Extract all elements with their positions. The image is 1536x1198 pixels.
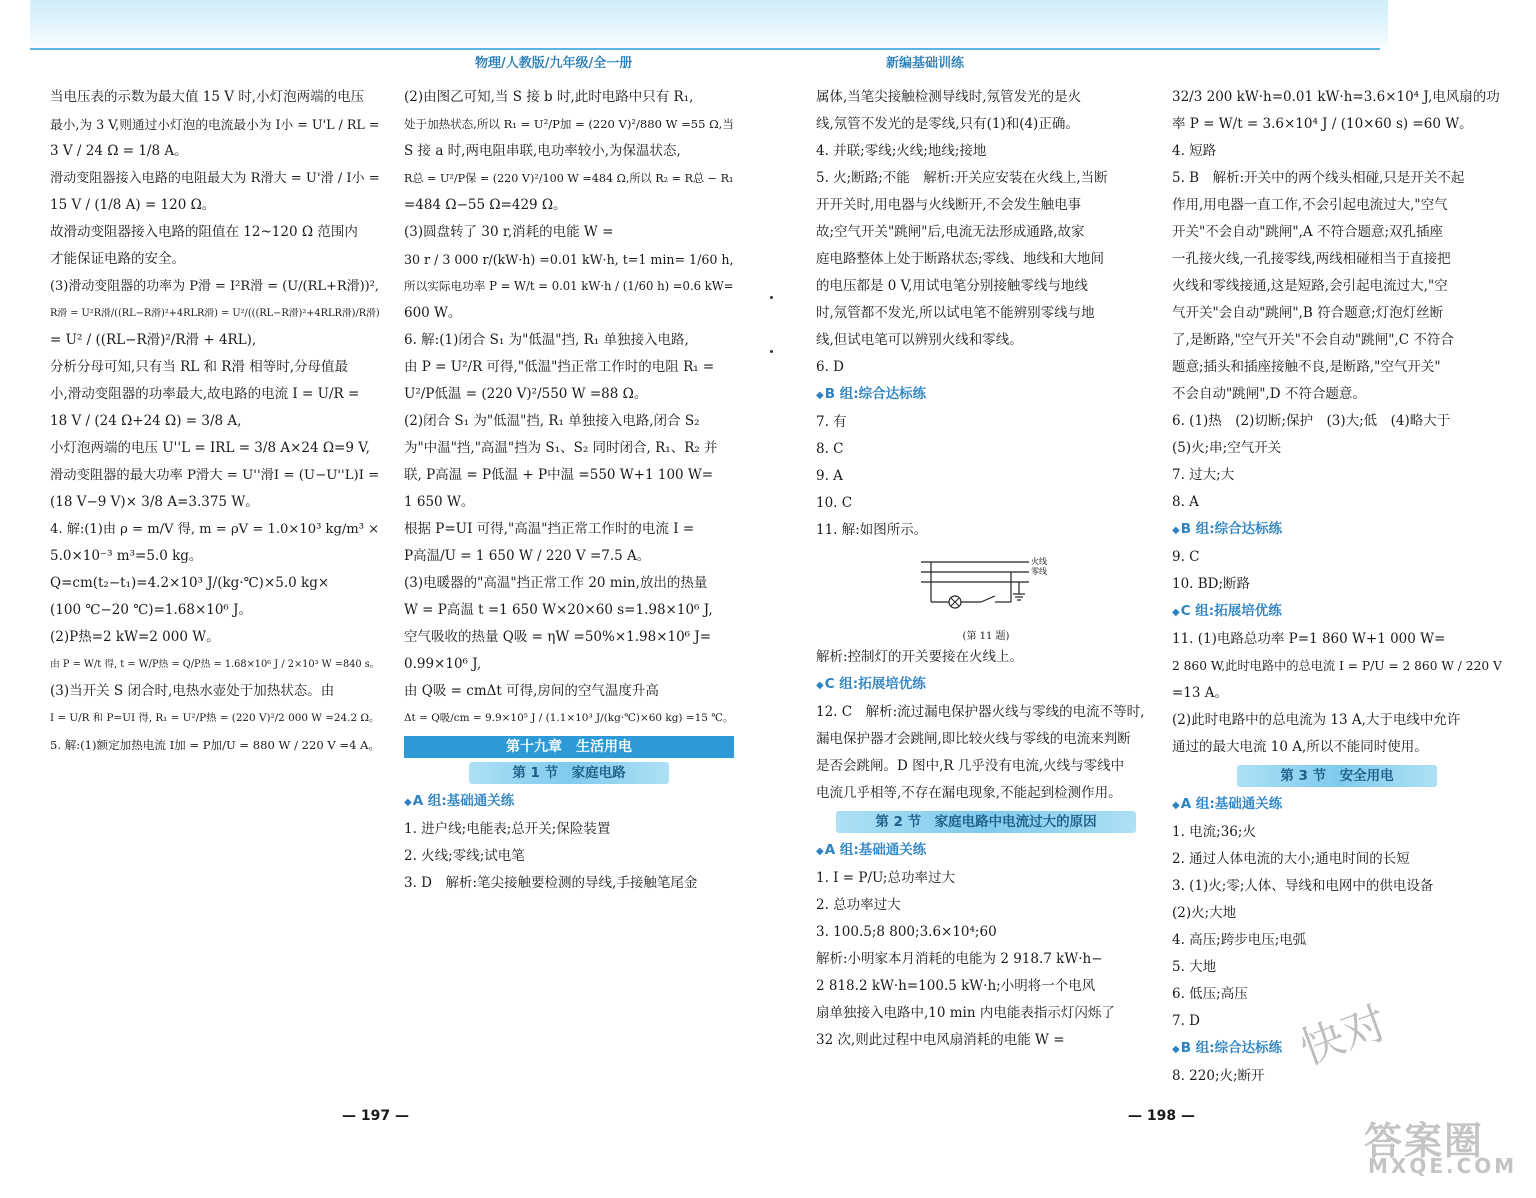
text-line: 5. 大地 — [1172, 959, 1217, 975]
text-line: 15 V / (1/8 A) = 120 Ω。 — [50, 197, 216, 213]
group-b-heading: ◆ B 组:综合达标练 — [816, 381, 1156, 409]
text-line: 由 Q吸 = cmΔt 可得,房间的空气温度升高 — [404, 683, 659, 699]
chapter-title: 第十九章 生活用电 — [404, 736, 734, 758]
header-series-title: 新编基础训练 — [886, 56, 965, 71]
text-line: (100 ℃−20 ℃)=1.68×10⁶ J。 — [50, 602, 253, 618]
text-line: 作用,用电器一直工作,不会引起电流过大,"空气 — [1172, 197, 1448, 213]
text-line: 题意;插头和插座接触不良,是断路,"空气开关" — [1172, 359, 1441, 375]
text-line: (2)P热=2 kW=2 000 W。 — [50, 629, 220, 645]
text-line: 了,是断路,"空气开关"不会自动"跳闸",C 不符合 — [1172, 332, 1454, 348]
text-line: 处于加热状态,所以 R₁ = U²/P加 = (220 V)²/880 W =55 Ω,当 — [404, 117, 734, 131]
text-line: (2)此时电路中的总电流为 13 A,大于电线中允许 — [1172, 712, 1461, 728]
text-line: 当电压表的示数为最大值 15 V 时,小灯泡两端的电压 — [50, 89, 365, 105]
figure-caption: (第 11 题) — [962, 631, 1010, 642]
text-line: Q=cm(t₂−t₁)=4.2×10³ J/(kg·℃)×5.0 kg× — [50, 575, 330, 591]
text-line: 分析分母可知,只有当 RL 和 R滑 相等时,分母值最 — [50, 359, 349, 375]
text-line: P高温/U = 1 650 W / 220 V =7.5 A。 — [404, 548, 651, 564]
text-line: =484 Ω−55 Ω=429 Ω。 — [404, 197, 567, 213]
header-rule — [30, 48, 768, 50]
text-line: 庭电路整体上处于断路状态;零线、地线和大地间 — [816, 251, 1105, 267]
text-line: (3)滑动变阻器的功率为 P滑 = I²R滑 = (U/(RL+R滑))², — [50, 279, 380, 294]
text-line: 7. 过大;大 — [1172, 467, 1235, 483]
text-line: (2)火;大地 — [1172, 905, 1237, 921]
fig-label-neutral: 零线 — [1031, 567, 1047, 576]
text-line: 率 P = W/t = 3.6×10⁴ J / (10×60 s) =60 W。 — [1172, 116, 1473, 132]
text-line: 6. (1)热 (2)切断;保护 (3)大;低 (4)略大于 — [1172, 413, 1451, 429]
header-book-title: 物理/人教版/九年级/全一册 — [475, 56, 633, 71]
text-line: 4. 高压;跨步电压;电弧 — [1172, 932, 1307, 948]
text-line: 6. 解:(1)闭合 S₁ 为"低温"挡, R₁ 单独接入电路, — [404, 332, 689, 348]
fig-label-live: 火线 — [1031, 557, 1047, 566]
text-line: U²/P低温 = (220 V)²/550 W =88 Ω。 — [404, 386, 648, 402]
text-line: R滑 = U²R滑/((RL−R滑)²+4RLR滑) = U²/(((RL−R滑)²+4RLR滑)/R滑) — [50, 308, 380, 319]
text-line: 解析:小明家本月消耗的电能为 2 918.7 kW·h− — [816, 951, 1103, 967]
text-line: 1. I = P/U;总功率过大 — [816, 870, 955, 886]
text-line: 4. 短路 — [1172, 143, 1217, 159]
text-line: 火线和零线接通,这是短路,会引起电流过大,"空 — [1172, 278, 1448, 294]
text-line: 7. D — [1172, 1013, 1200, 1029]
text-line: 根据 P=UI 可得,"高温"挡正常工作时的电流 I = — [404, 521, 695, 537]
text-line: (3)电暖器的"高温"挡正常工作 20 min,放出的热量 — [404, 575, 708, 591]
text-line: 2. 通过人体电流的大小;通电时间的长短 — [1172, 851, 1410, 867]
text-line: 一孔接火线,一孔接零线,两线相碰相当于直接把 — [1172, 251, 1451, 267]
text-line: 时,氖管都不发光,所以试电笔不能辨别零线与地 — [816, 305, 1095, 321]
text-line: 3 V / 24 Ω = 1/8 A。 — [50, 143, 188, 159]
text-line: 不会自动"跳闸",D 不符合题意。 — [1172, 386, 1366, 402]
text-line: 漏电保护器才会跳闸,即比较火线与零线的电流来判断 — [816, 731, 1131, 747]
text-line: (2)由图乙可知,当 S 接 b 时,此时电路中只有 R₁, — [404, 89, 694, 105]
page-number: — 197 — — [342, 1108, 409, 1124]
text-line: (5)火;串;空气开关 — [1172, 440, 1282, 456]
text-line: 10. C — [816, 495, 853, 511]
text-line: 18 V / (24 Ω+24 Ω) = 3/8 A, — [50, 413, 242, 429]
text-line: 通过的最大电流 10 A,所以不能同时使用。 — [1172, 739, 1428, 755]
text-line: 9. C — [1172, 549, 1200, 565]
text-line: 所以实际电功率 P = W/t = 0.01 kW·h / (1/60 h) =0.6 kW= — [404, 279, 734, 293]
text-line: 1. 进户线;电能表;总开关;保险装置 — [404, 821, 611, 837]
text-line: 8. A — [1172, 494, 1199, 510]
text-line: R总 = U²/P保 = (220 V)²/100 W =484 Ω,所以 R₂ = R总 − R₁ — [404, 172, 734, 185]
text-line: 的电压都是 0 V,用试电笔分别接触零线与地线 — [816, 278, 1088, 294]
circuit-diagram — [911, 550, 1061, 630]
text-line: 1. 电流;36;火 — [1172, 824, 1256, 840]
text-line: 小,滑动变阻器的功率最大,故电路的电流 I = U/R = — [50, 386, 360, 402]
text-line: 线,但试电笔可以辨别火线和零线。 — [816, 332, 1023, 348]
header-band — [30, 0, 768, 50]
group-b-heading: ◆ B 组:综合达标练 — [1172, 516, 1502, 544]
text-line: 由 P = W/t 得, t = W/P热 = Q/P热 = 1.68×10⁶ J / 2×10³ W =840 s。 — [50, 659, 380, 670]
text-line: 11. 解:如图所示。 — [816, 522, 928, 538]
column-2 — [404, 84, 734, 897]
section-title-1: 第 1 节 家庭电路 — [469, 762, 669, 784]
text-line: 开开关时,用电器与火线断开,不会发生触电事 — [816, 197, 1082, 213]
text-line: 故滑动变阻器接入电路的阻值在 12~120 Ω 范围内 — [50, 224, 358, 240]
text-line: I = U/R 和 P=UI 得, R₁ = U²/P热 = (220 V)²/2 000 W =24.2 Ω。 — [50, 712, 380, 724]
text-line: 由 P = U²/R 可得,"低温"挡正常工作时的电阻 R₁ = — [404, 359, 715, 375]
text-line: 属体,当笔尖接触检测导线时,氖管发光的是火 — [816, 89, 1082, 105]
text-line: 滑动变阻器的最大功率 P滑大 = U''滑I = (U−U''L)I = — [50, 468, 380, 483]
column-3 — [816, 84, 1156, 1054]
text-line: 2. 总功率过大 — [816, 897, 901, 913]
text-line: 12. C 解析:流过漏电保护器火线与零线的电流不等时, — [816, 704, 1145, 720]
text-line: 滑动变阻器接入电路的电阻最大为 R滑大 = U'滑 / I小 = — [50, 171, 380, 186]
header-band — [768, 0, 1388, 50]
text-line: 0.99×10⁶ J, — [404, 656, 482, 672]
text-line: 11. (1)电路总功率 P=1 860 W+1 000 W= — [1172, 631, 1446, 647]
text-line: (2)闭合 S₁ 为"低温"挡, R₁ 单独接入电路,闭合 S₂ — [404, 413, 700, 429]
text-line: 故;空气开关"跳闸"后,电流无法形成通路,故家 — [816, 224, 1085, 240]
site-logo-watermark: 答案圈 MXQE.COM — [1364, 1119, 1518, 1178]
text-line: 8. C — [816, 441, 844, 457]
group-c-heading: ◆ C 组:拓展培优练 — [816, 671, 1156, 699]
text-line: 3. 100.5;8 800;3.6×10⁴;60 — [816, 924, 997, 940]
text-line: 6. 低压;高压 — [1172, 986, 1248, 1002]
text-line: 6. D — [816, 359, 844, 375]
text-line: 10. BD;断路 — [1172, 576, 1251, 592]
text-line: 3. D 解析:笔尖接触要检测的导线,手接触笔尾金 — [404, 875, 698, 891]
text-line: 1 650 W。 — [404, 494, 475, 510]
text-line: 扇单独接入电路中,10 min 内电能表指示灯闪烁了 — [816, 1005, 1115, 1021]
text-line: 5. 火;断路;不能 解析:开关应安装在火线上,当断 — [816, 170, 1108, 186]
text-line: (3)圆盘转了 30 r,消耗的电能 W = — [404, 224, 614, 240]
text-line: 线,氖管不发光的是零线,只有(1)和(4)正确。 — [816, 116, 1079, 132]
section-title-2: 第 2 节 家庭电路中电流过大的原因 — [836, 811, 1136, 833]
text-line: 是否会跳闸。D 图中,R 几乎没有电流,火线与零线中 — [816, 758, 1125, 774]
text-line: 才能保证电路的安全。 — [50, 251, 185, 267]
text-line: S 接 a 时,两电阻串联,电功率较小,为保温状态, — [404, 143, 681, 159]
text-line: W = P高温 t =1 650 W×20×60 s=1.98×10⁶ J, — [404, 602, 713, 618]
text-line: 为"中温"挡,"高温"挡为 S₁、S₂ 同时闭合, R₁、R₂ 并 — [404, 440, 718, 456]
page-198 — [768, 0, 1536, 1198]
text-line: 5.0×10⁻³ m³=5.0 kg。 — [50, 548, 203, 564]
text-line: 开关"不会自动"跳闸",A 不符合题意;双孔插座 — [1172, 224, 1444, 240]
text-line: 2 818.2 kW·h=100.5 kW·h;小明将一个电风 — [816, 978, 1096, 994]
text-line: 最小,为 3 V,则通过小灯泡的电流最小为 I小 = U'L / RL = — [50, 117, 380, 132]
circuit-figure — [911, 550, 1061, 630]
text-line: 气开关"会自动"跳闸",B 符合题意;灯泡灯丝断 — [1172, 305, 1444, 321]
text-line: 小灯泡两端的电压 U''L = IRL = 3/8 A×24 Ω=9 V, — [50, 440, 370, 456]
handwritten-watermark: 快对 — [1293, 997, 1394, 1076]
group-a-heading: ◆ A 组:基础通关练 — [1172, 791, 1502, 819]
column-4 — [1172, 84, 1502, 1090]
group-a-heading: ◆ A 组:基础通关练 — [816, 837, 1156, 865]
text-line: 联, P高温 = P低温 + P中温 =550 W+1 100 W= — [404, 467, 714, 483]
text-line: 电流几乎相等,不存在漏电现象,不能起到检测作用。 — [816, 785, 1122, 801]
text-line: 2 860 W,此时电路中的总电流 I = P/U = 2 860 W / 220 V — [1172, 659, 1502, 673]
text-line: 解析:控制灯的开关要接在火线上。 — [816, 649, 1024, 665]
group-c-heading: ◆ C 组:拓展培优练 — [1172, 598, 1502, 626]
header-rule — [768, 48, 1380, 50]
text-line: 30 r / 3 000 r/(kW·h) =0.01 kW·h, t=1 min= 1/60 h, — [404, 252, 734, 267]
group-a-heading: ◆ A 组:基础通关练 — [404, 788, 734, 816]
text-line: 32/3 200 kW·h=0.01 kW·h=3.6×10⁴ J,电风扇的功 — [1172, 89, 1500, 105]
group-b-heading: ◆ B 组:综合达标练 — [1172, 1035, 1502, 1063]
text-line: (18 V−9 V)× 3/8 A=3.375 W。 — [50, 494, 259, 510]
section-title-3: 第 3 节 安全用电 — [1237, 765, 1437, 787]
text-line: 2. 火线;零线;试电笔 — [404, 848, 525, 864]
text-line: 8. 220;火;断开 — [1172, 1068, 1265, 1084]
column-1 — [50, 84, 380, 759]
text-line: 空气吸收的热量 Q吸 = ηW =50%×1.98×10⁶ J= — [404, 629, 712, 645]
text-line: 5. 解:(1)额定加热电流 I加 = P加/U = 880 W / 220 V =4 A。 — [50, 738, 381, 752]
text-line: Δt = Q吸/cm = 9.9×10⁵ J / (1.1×10³ J/(kg·℃)×60 kg) =15 ℃。 — [404, 712, 734, 724]
text-line: (3)当开关 S 闭合时,电热水壶处于加热状态。由 — [50, 683, 335, 699]
text-line: 4. 并联;零线;火线;地线;接地 — [816, 143, 987, 159]
text-line: 9. A — [816, 468, 843, 484]
text-line: 3. (1)火;零;人体、导线和电网中的供电设备 — [1172, 878, 1434, 894]
text-line: 32 次,则此过程中电风扇消耗的电能 W = — [816, 1032, 1065, 1048]
page-number: — 198 — — [1128, 1108, 1195, 1124]
text-line: 600 W。 — [404, 305, 462, 321]
text-line: 4. 解:(1)由 ρ = m/V 得, m = ρV = 1.0×10³ kg/m³ × — [50, 522, 380, 537]
text-line: 7. 有 — [816, 414, 847, 430]
text-line: =13 A。 — [1172, 685, 1229, 701]
text-line: = U² / ((RL−R滑)²/R滑 + 4RL), — [50, 332, 257, 348]
text-line: 5. B 解析:开关中的两个线头相碰,只是开关不起 — [1172, 170, 1465, 186]
